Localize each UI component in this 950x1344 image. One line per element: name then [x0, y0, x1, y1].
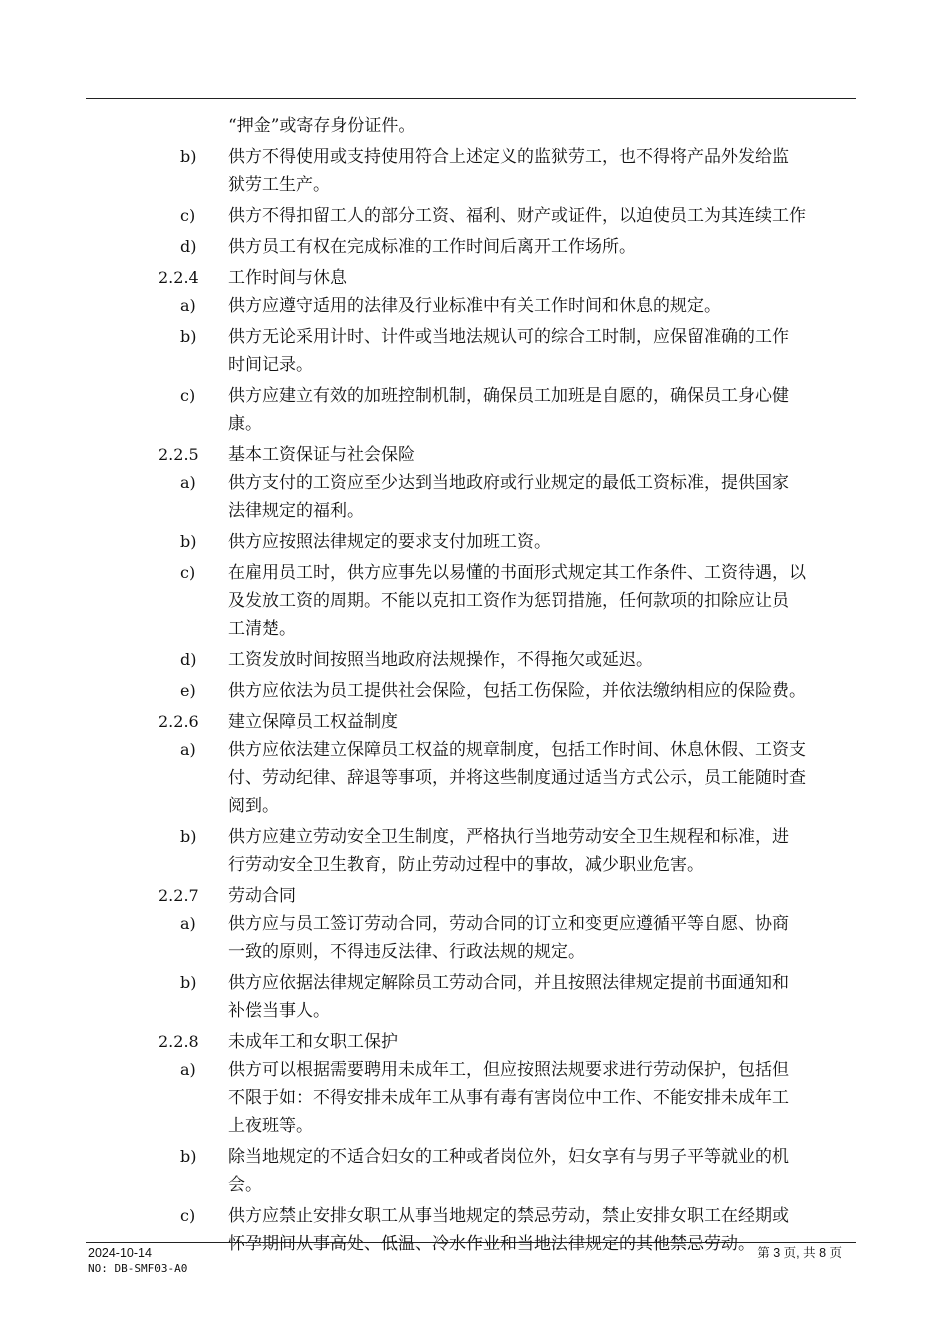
- section-number: 2.2.7: [158, 886, 199, 905]
- list-item-text-line: 狱劳工生产。: [228, 175, 330, 195]
- list-item-label: a): [180, 296, 196, 315]
- section-number: 2.2.8: [158, 1032, 199, 1051]
- section-heading: 基本工资保证与社会保险: [228, 445, 415, 465]
- list-item-text-line: 供方应遵守适用的法律及行业标准中有关工作时间和休息的规定。: [228, 296, 721, 316]
- list-item-label: b): [180, 827, 197, 846]
- list-item-text-line: 付、劳动纪律、辞退等事项，并将这些制度通过适当方式公示，员工能随时查: [228, 768, 806, 788]
- list-item-text-line: 供方应与员工签订劳动合同，劳动合同的订立和变更应遵循平等自愿、协商: [228, 914, 789, 934]
- continued-text-line: “押金”或寄存身份证件。: [228, 116, 416, 136]
- list-item-label: e): [180, 681, 196, 700]
- list-item-text-line: 行劳动安全卫生教育，防止劳动过程中的事故，减少职业危害。: [228, 855, 704, 875]
- section-heading: 工作时间与休息: [228, 268, 347, 288]
- list-item-label: a): [180, 473, 196, 492]
- list-item-text-line: 供方员工有权在完成标准的工作时间后离开工作场所。: [228, 237, 636, 257]
- list-item-text-line: 除当地规定的不适合妇女的工种或者岗位外，妇女享有与男子平等就业的机: [228, 1147, 789, 1167]
- section-heading: 未成年工和女职工保护: [228, 1032, 398, 1052]
- list-item-label: a): [180, 914, 196, 933]
- list-item-label: a): [180, 740, 196, 759]
- list-item-label: c): [180, 206, 196, 225]
- list-item-text-line: 供方应依法为员工提供社会保险，包括工伤保险，并依法缴纳相应的保险费。: [228, 681, 806, 701]
- footer-date: 2024-10-14: [88, 1246, 152, 1260]
- section-heading: 建立保障员工权益制度: [228, 712, 398, 732]
- footer-page-info: 第 3 页, 共 8 页: [757, 1246, 842, 1260]
- list-item-text-line: 供方支付的工资应至少达到当地政府或行业规定的最低工资标准，提供国家: [228, 473, 789, 493]
- list-item-text-line: 康。: [228, 414, 262, 434]
- list-item-text-line: 上夜班等。: [228, 1116, 313, 1136]
- list-item-text-line: 在雇用员工时，供方应事先以易懂的书面形式规定其工作条件、工资待遇，以: [228, 563, 806, 583]
- footer-doc-number: NO: DB-SMF03-A0: [88, 1262, 188, 1275]
- list-item-label: b): [180, 532, 197, 551]
- list-item-text-line: 供方应建立有效的加班控制机制，确保员工加班是自愿的，确保员工身心健: [228, 386, 789, 406]
- list-item-text-line: 供方应依法建立保障员工权益的规章制度，包括工作时间、休息休假、工资支: [228, 740, 806, 760]
- section-number: 2.2.4: [158, 268, 199, 287]
- header-rule: [86, 98, 856, 99]
- list-item-text-line: 不限于如：不得安排未成年工从事有毒有害岗位中工作、不能安排未成年工: [228, 1088, 789, 1108]
- list-item-label: b): [180, 973, 197, 992]
- list-item-text-line: 工清楚。: [228, 619, 296, 639]
- list-item-text-line: 供方应按照法律规定的要求支付加班工资。: [228, 532, 551, 552]
- list-item-label: b): [180, 327, 197, 346]
- list-item-text-line: 供方可以根据需要聘用未成年工，但应按照法规要求进行劳动保护，包括但: [228, 1060, 789, 1080]
- list-item-label: c): [180, 386, 196, 405]
- list-item-text-line: 供方应禁止安排女职工从事当地规定的禁忌劳动，禁止安排女职工在经期或: [228, 1206, 789, 1226]
- list-item-text-line: 供方应依据法律规定解除员工劳动合同，并且按照法律规定提前书面通知和: [228, 973, 789, 993]
- list-item-text-line: 会。: [228, 1175, 262, 1195]
- list-item-text-line: 供方无论采用计时、计件或当地法规认可的综合工时制，应保留准确的工作: [228, 327, 789, 347]
- list-item-text-line: 时间记录。: [228, 355, 313, 375]
- list-item-text-line: 补偿当事人。: [228, 1001, 330, 1021]
- list-item-text-line: 法律规定的福利。: [228, 501, 364, 521]
- list-item-label: d): [180, 237, 197, 256]
- section-number: 2.2.5: [158, 445, 199, 464]
- list-item-text-line: 阅到。: [228, 796, 279, 816]
- list-item-label: c): [180, 1206, 196, 1225]
- list-item-text-line: 工资发放时间按照当地政府法规操作，不得拖欠或延迟。: [228, 650, 653, 670]
- list-item-label: b): [180, 1147, 197, 1166]
- list-item-text-line: 一致的原则，不得违反法律、行政法规的规定。: [228, 942, 585, 962]
- list-item-label: c): [180, 563, 196, 582]
- list-item-text-line: 怀孕期间从事高处、低温、冷水作业和当地法律规定的其他禁忌劳动。: [228, 1234, 755, 1254]
- list-item-text-line: 供方不得使用或支持使用符合上述定义的监狱劳工，也不得将产品外发给监: [228, 147, 789, 167]
- section-number: 2.2.6: [158, 712, 199, 731]
- footer-rule: [86, 1242, 856, 1243]
- list-item-label: d): [180, 650, 197, 669]
- section-heading: 劳动合同: [228, 886, 296, 906]
- list-item-text-line: 及发放工资的周期。不能以克扣工资作为惩罚措施，任何款项的扣除应让员: [228, 591, 789, 611]
- list-item-label: b): [180, 147, 197, 166]
- list-item-text-line: 供方不得扣留工人的部分工资、福利、财产或证件，以迫使员工为其连续工作: [228, 206, 806, 226]
- list-item-text-line: 供方应建立劳动安全卫生制度，严格执行当地劳动安全卫生规程和标准，进: [228, 827, 789, 847]
- list-item-label: a): [180, 1060, 196, 1079]
